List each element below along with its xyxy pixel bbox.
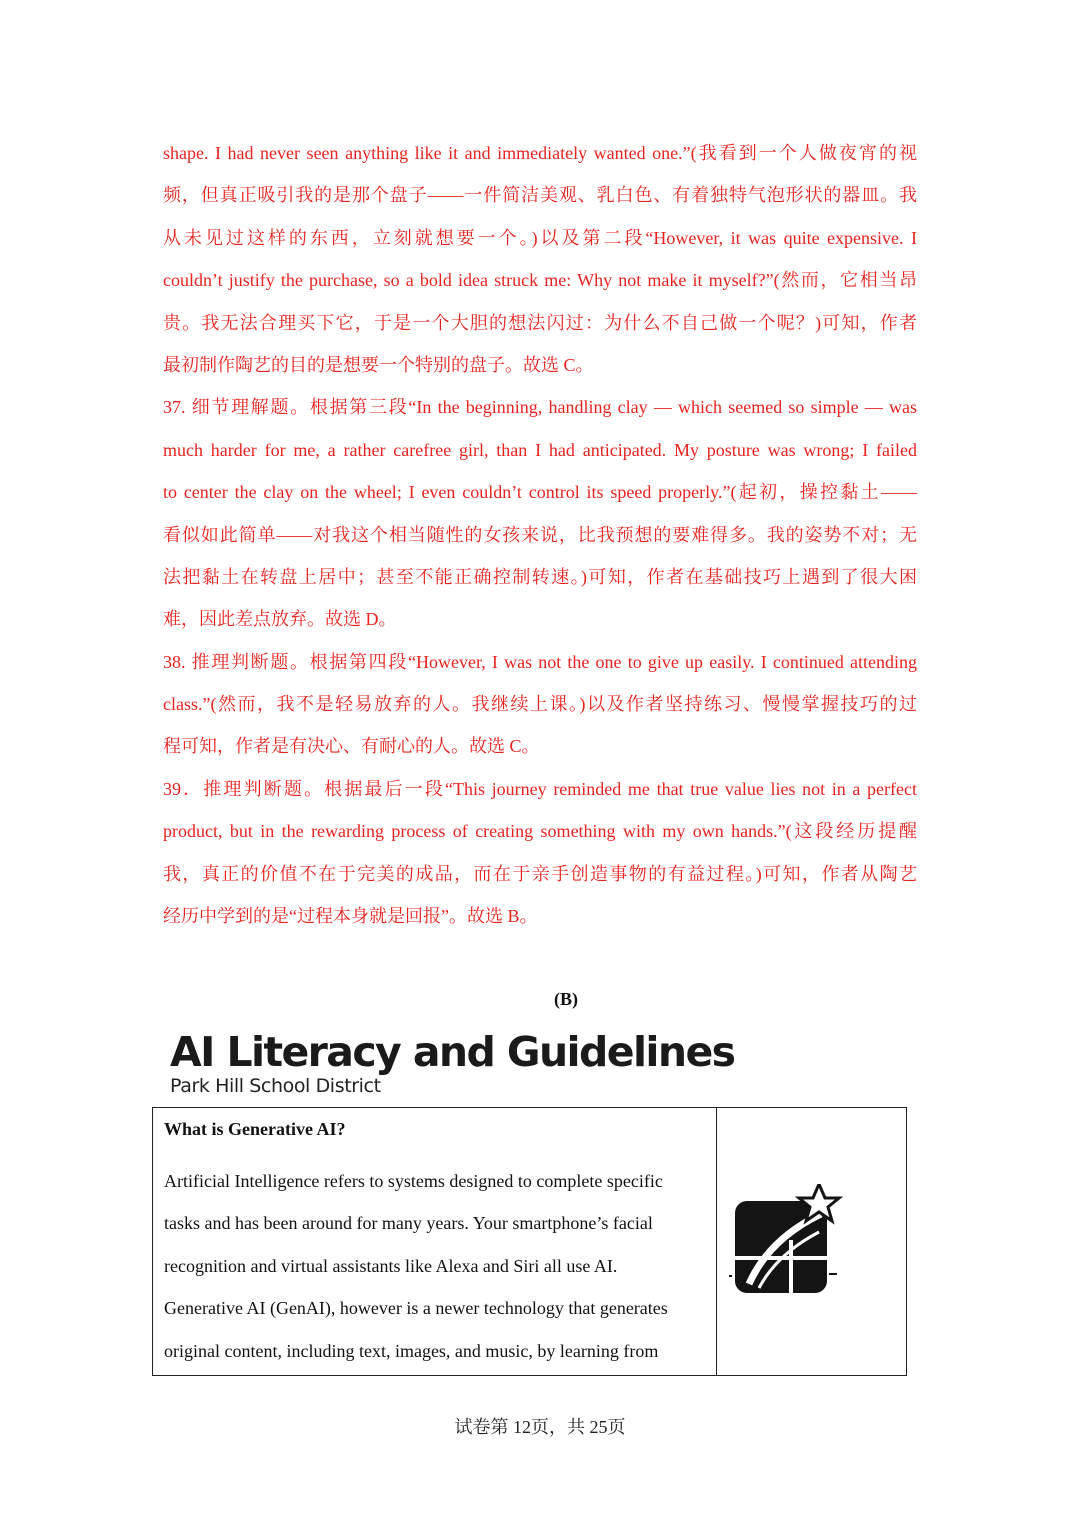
answer-line: 法把黏土在转盘上居中；甚至不能正确控制转速。)可知，作者在基础技巧上遇到了很大困 <box>163 566 917 587</box>
info-heading: What is Generative AI? <box>164 1119 346 1139</box>
logo-title: AI Literacy and Guidelines <box>170 1028 735 1076</box>
answer-line: much harder for me, a rather carefree girl, than I had anticipated. My posture was wrong; I failed <box>163 439 917 460</box>
answer-line: to center the clay on the wheel; I even couldn’t control its speed properly.”(起初，操控黏土—— <box>163 482 917 503</box>
info-body-line: Artificial Intelligence refers to systems designed to complete specific <box>164 1170 663 1191</box>
answer-line: 最初制作陶艺的目的是想要一个特别的盘子。故选 C。 <box>163 354 594 375</box>
generative-ai-info-table <box>152 1107 907 1376</box>
info-body <box>164 1160 716 1373</box>
logo-subtitle: Park Hill School District <box>170 1075 381 1097</box>
answer-line: shape. I had never seen anything like it and immediately wanted one.”(我看到一个人做夜宵的视 <box>163 143 917 163</box>
answer-line: couldn’t justify the purchase, so a bold idea struck me: Why not make it myself?”(然而，它相当昂 <box>163 270 917 291</box>
info-body-line: tasks and has been around for many years. Your smartphone’s facial <box>164 1213 653 1233</box>
section-label: (B) <box>554 989 578 1009</box>
info-body-line: original content, including text, images, and music, by learning from <box>164 1340 659 1361</box>
answer-explanations <box>163 132 917 937</box>
answer-line: 我，真正的价值不在于完美的成品，而在于亲手创造事物的有益过程。)可知，作者从陶艺 <box>163 863 917 884</box>
info-image-cell <box>717 1108 906 1375</box>
page-footer: 试卷第 12页，共 25页 <box>454 1417 626 1437</box>
district-logo <box>170 1028 735 1097</box>
answer-line: 难，因此差点放弃。故选 D。 <box>163 609 397 630</box>
answer-line: class.”(然而，我不是轻易放弃的人。我继续上课。)以及作者坚持练习、慢慢掌握技巧的过 <box>163 694 917 715</box>
answer-line: 经历中学到的是“过程本身就是回报”。故选 B。 <box>163 906 538 927</box>
answer-line: 程可知，作者是有决心、有耐心的人。故选 C。 <box>163 736 540 757</box>
answer-line: 38. 推理判断题。根据第四段“However, I was not the one to give up easily. I continued attending <box>163 651 917 672</box>
answer-line: 39．推理判断题。根据最后一段“This journey reminded me that true value lies not in a perfect <box>163 778 917 799</box>
answer-line: 看似如此简单——对我这个相当随性的女孩来说，比我预想的要难得多。我的姿势不对；无 <box>163 524 917 545</box>
answer-line: 频，但真正吸引我的是那个盘子——一件简洁美观、乳白色、有着独特气泡形状的器皿。我 <box>163 185 917 206</box>
answer-line: 37. 细节理解题。根据第三段“In the beginning, handling clay — which seemed so simple — was <box>163 397 917 418</box>
answer-line: product, but in the rewarding process of creating something with my own hands.”(这段经历提醒 <box>163 821 917 842</box>
star-window-illustration-icon <box>729 1184 844 1304</box>
info-body-line: recognition and virtual assistants like Alexa and Siri all use AI. <box>164 1255 618 1276</box>
info-text-cell <box>153 1108 717 1375</box>
answer-line: 从未见过这样的东西，立刻就想要一个。)以及第二段“However, it was quite expensive. I <box>163 227 917 248</box>
info-body-line: Generative AI (GenAI), however is a newer technology that generates <box>164 1298 668 1318</box>
answer-line: 贵。我无法合理买下它，于是一个大胆的想法闪过：为什么不自己做一个呢？)可知，作者 <box>163 312 917 333</box>
